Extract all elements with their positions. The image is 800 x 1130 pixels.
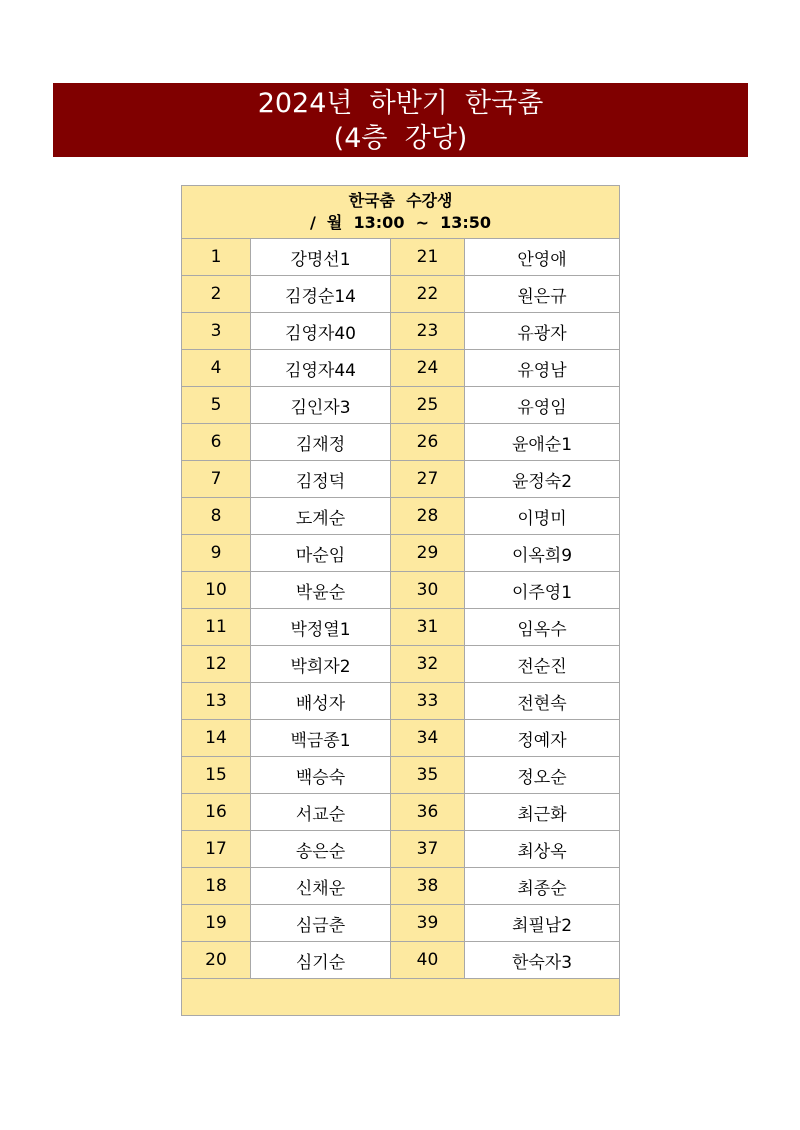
table-row xyxy=(182,868,620,905)
table-footer-row xyxy=(182,979,620,1016)
name-cell: 서교순 xyxy=(251,794,391,831)
number-cell: 3 xyxy=(182,313,251,350)
name-cell: 박희자2 xyxy=(251,646,391,683)
number-cell: 4 xyxy=(182,350,251,387)
name-cell: 전순진 xyxy=(465,646,620,683)
number-cell: 6 xyxy=(182,424,251,461)
name-cell: 최근화 xyxy=(465,794,620,831)
name-cell: 백금종1 xyxy=(251,720,391,757)
name-cell: 정예자 xyxy=(465,720,620,757)
name-cell: 최상옥 xyxy=(465,831,620,868)
name-cell: 김인자3 xyxy=(251,387,391,424)
name-cell: 유영남 xyxy=(465,350,620,387)
table-row xyxy=(182,757,620,794)
number-cell: 9 xyxy=(182,535,251,572)
table-row xyxy=(182,498,620,535)
number-cell: 40 xyxy=(391,942,465,979)
name-cell: 이주영1 xyxy=(465,572,620,609)
number-cell: 39 xyxy=(391,905,465,942)
name-cell: 임옥수 xyxy=(465,609,620,646)
table-header xyxy=(182,186,620,239)
number-cell: 15 xyxy=(182,757,251,794)
name-cell: 유광자 xyxy=(465,313,620,350)
student-roster-table xyxy=(181,185,620,1016)
name-cell: 박윤순 xyxy=(251,572,391,609)
name-cell: 도계순 xyxy=(251,498,391,535)
number-cell: 14 xyxy=(182,720,251,757)
name-cell: 김재정 xyxy=(251,424,391,461)
name-cell: 배성자 xyxy=(251,683,391,720)
name-cell: 이옥희9 xyxy=(465,535,620,572)
number-cell: 10 xyxy=(182,572,251,609)
name-cell: 한숙자3 xyxy=(465,942,620,979)
table-row xyxy=(182,276,620,313)
name-cell: 최필남2 xyxy=(465,905,620,942)
number-cell: 34 xyxy=(391,720,465,757)
number-cell: 7 xyxy=(182,461,251,498)
table-row xyxy=(182,461,620,498)
title-banner xyxy=(53,83,748,157)
table-row xyxy=(182,535,620,572)
number-cell: 25 xyxy=(391,387,465,424)
number-cell: 32 xyxy=(391,646,465,683)
table-footer-cell xyxy=(182,979,620,1016)
number-cell: 35 xyxy=(391,757,465,794)
number-cell: 1 xyxy=(182,239,251,276)
table-row xyxy=(182,424,620,461)
name-cell: 이명미 xyxy=(465,498,620,535)
name-cell: 윤정숙2 xyxy=(465,461,620,498)
number-cell: 31 xyxy=(391,609,465,646)
number-cell: 21 xyxy=(391,239,465,276)
name-cell: 강명선1 xyxy=(251,239,391,276)
table-row xyxy=(182,313,620,350)
number-cell: 28 xyxy=(391,498,465,535)
number-cell: 26 xyxy=(391,424,465,461)
number-cell: 5 xyxy=(182,387,251,424)
name-cell: 백승숙 xyxy=(251,757,391,794)
table-row xyxy=(182,609,620,646)
number-cell: 27 xyxy=(391,461,465,498)
number-cell: 24 xyxy=(391,350,465,387)
number-cell: 33 xyxy=(391,683,465,720)
name-cell: 송은순 xyxy=(251,831,391,868)
name-cell: 신채운 xyxy=(251,868,391,905)
table-row xyxy=(182,831,620,868)
name-cell: 정오순 xyxy=(465,757,620,794)
table-header-schedule: / 월 13:00 ~ 13:50 xyxy=(309,213,492,232)
table-row xyxy=(182,646,620,683)
name-cell: 안영애 xyxy=(465,239,620,276)
name-cell: 심기순 xyxy=(251,942,391,979)
name-cell: 마순임 xyxy=(251,535,391,572)
table-row xyxy=(182,572,620,609)
number-cell: 8 xyxy=(182,498,251,535)
number-cell: 22 xyxy=(391,276,465,313)
table-row xyxy=(182,905,620,942)
number-cell: 30 xyxy=(391,572,465,609)
table-row xyxy=(182,683,620,720)
number-cell: 16 xyxy=(182,794,251,831)
table-row xyxy=(182,794,620,831)
name-cell: 박정열1 xyxy=(251,609,391,646)
name-cell: 최종순 xyxy=(465,868,620,905)
number-cell: 20 xyxy=(182,942,251,979)
number-cell: 2 xyxy=(182,276,251,313)
number-cell: 29 xyxy=(391,535,465,572)
name-cell: 윤애순1 xyxy=(465,424,620,461)
number-cell: 12 xyxy=(182,646,251,683)
number-cell: 17 xyxy=(182,831,251,868)
name-cell: 김정덕 xyxy=(251,461,391,498)
number-cell: 37 xyxy=(391,831,465,868)
number-cell: 23 xyxy=(391,313,465,350)
name-cell: 전현속 xyxy=(465,683,620,720)
name-cell: 유영임 xyxy=(465,387,620,424)
table-row xyxy=(182,387,620,424)
name-cell: 김영자44 xyxy=(251,350,391,387)
table-row xyxy=(182,942,620,979)
table-row xyxy=(182,239,620,276)
number-cell: 13 xyxy=(182,683,251,720)
name-cell: 김영자40 xyxy=(251,313,391,350)
table-header-title: 한국춤 수강생 xyxy=(348,191,453,210)
title-line-2: (4층 강당) xyxy=(333,123,468,154)
table-row xyxy=(182,350,620,387)
number-cell: 19 xyxy=(182,905,251,942)
number-cell: 18 xyxy=(182,868,251,905)
name-cell: 김경순14 xyxy=(251,276,391,313)
title-line-1: 2024년 하반기 한국춤 xyxy=(257,88,544,119)
table-row xyxy=(182,720,620,757)
number-cell: 38 xyxy=(391,868,465,905)
name-cell: 심금춘 xyxy=(251,905,391,942)
table-header-cell xyxy=(182,186,620,239)
name-cell: 원은규 xyxy=(465,276,620,313)
number-cell: 11 xyxy=(182,609,251,646)
number-cell: 36 xyxy=(391,794,465,831)
